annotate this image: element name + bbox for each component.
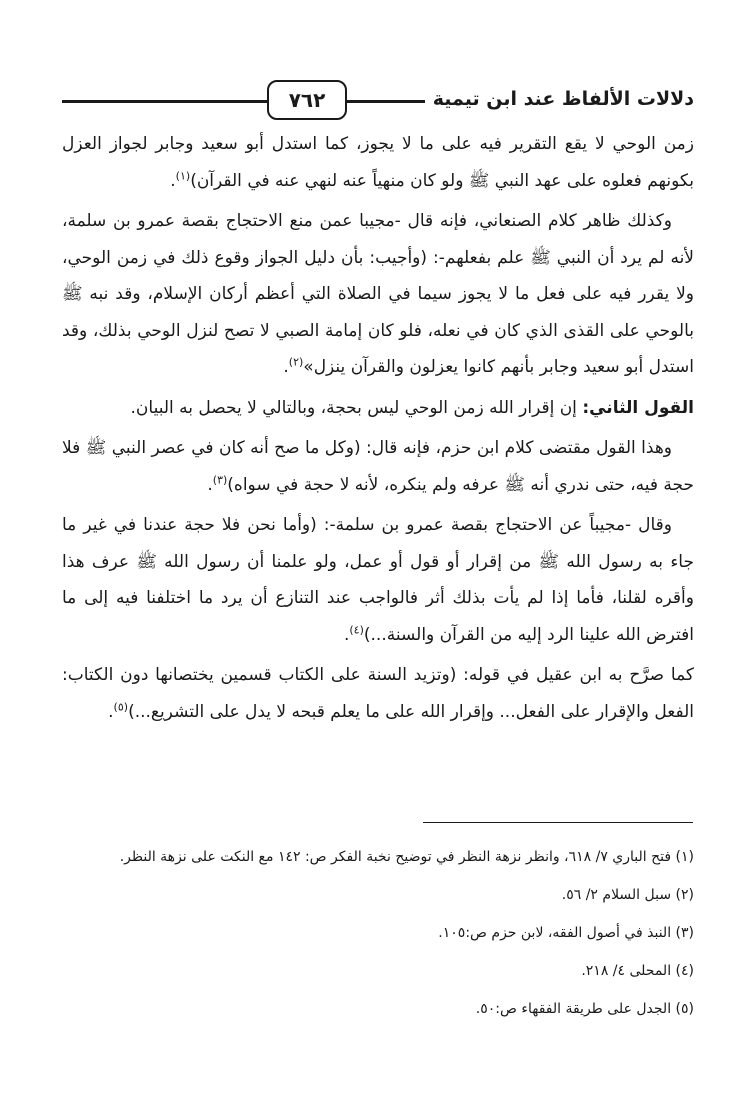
paragraph (62, 390, 694, 427)
footnote: (١) فتح الباري ٧/ ٦١٨، وانظر نزهة النظر في توضيح نخبة الفكر ص: ١٤٢ مع النكت على نزهة النظر. (119, 849, 694, 865)
paragraph-end: . (170, 170, 176, 191)
paragraph-text: زمن الوحي لا يقع التقرير فيه على ما لا يجوز، كما استدل أبو سعيد وجابر لجواز العزل بكونهم فعلوه على عهد النبي ﷺ ولو كان منهياً عنه لنهي عنه في القرآن) (62, 134, 694, 191)
footnote: (٣) النبذ في أصول الفقه، لابن حزم ص:١٠٥. (438, 925, 694, 941)
paragraph (62, 657, 694, 730)
paragraph (62, 203, 694, 386)
main-text (62, 126, 694, 730)
paragraph-text: كما صرَّح به ابن عقيل في قوله: (وتزيد السنة على الكتاب قسمين يختصانها دون الكتاب: الفعل والإقرار على الفعل... وإقرار الله على ما يعلم قبحه لا يدل على التشريع...) (62, 665, 694, 722)
paragraph-text: وهذا القول مقتضى كلام ابن حزم، فإنه قال: (وكل ما صح أنه كان في عصر النبي ﷺ فلا حجة فيه، حتى ندري أنه ﷺ عرفه ولم ينكره، لأنه لا حجة في سواه) (62, 438, 694, 495)
footnote: (٥) الجدل على طريقة الفقهاء ص:٥٠. (475, 1001, 694, 1017)
section-lead: القول الثاني: (582, 397, 694, 418)
footnote-marker: (٤) (349, 622, 364, 636)
paragraph-end: . (108, 701, 114, 722)
paragraph-text: إن إقرار الله زمن الوحي ليس بحجة، وبالتالي لا يحصل به البيان. (130, 397, 583, 418)
page-number: ٧٦٢ (288, 88, 326, 112)
footnote-marker: (١) (175, 168, 191, 182)
paragraph-text: وقال -مجيباً عن الاحتجاج بقصة عمرو بن سلمة-: (وأما نحن فلا حجة عندنا في غير ما جاء به رسول الله ﷺ من إقرار أو قول أو عمل، ولو علمنا أن رسول الله ﷺ عرف هذا وأقره لقلنا، فأما إذا لم يأت بذلك أثر فالواجب عند التنازع أن يرد ما اختلفنا فيه إلى ما افترض الله علينا الرد إليه من القرآن والسنة...) (62, 515, 694, 645)
paragraph (62, 126, 694, 199)
footnotes (62, 838, 694, 1028)
book-title: دلالات الألفاظ عند ابن تيمية (425, 84, 694, 114)
footnote-marker: (٥) (113, 699, 129, 713)
paragraph-end: . (343, 624, 350, 645)
footnote-marker: (٣) (212, 472, 228, 486)
page-number-box (267, 80, 347, 120)
footnote: (٤) المحلى ٤/ ٢١٨. (581, 963, 694, 979)
footnote-marker: (٢) (288, 355, 304, 369)
footnote-separator (423, 822, 693, 823)
paragraph (62, 507, 694, 653)
paragraph (62, 430, 694, 503)
footnote: (٢) سبل السلام ٢/ ٥٦. (561, 887, 694, 903)
paragraph-text: وكذلك ظاهر كلام الصنعاني، فإنه قال -مجيبا عمن منع الاحتجاج بقصة عمرو بن سلمة، لأنه لم يرد أن النبي ﷺ علم بفعلهم-: (وأجيب: بأن دليل الجواز وقوع ذلك في زمن الوحي، ولا يقرر فيه على فعل ما لا يجوز سيما في الصلاة التي أعظم أركان الإسلام، وقد نبه ﷺ بالوحي على القذى الذي كان في نعله، فلو كان إمامة الصبي لا تصح لنزل الوحي بذلك، وقد استدل أبو سعيد وجابر بأنهم كانوا يعزلون والقرآن ينزل» (62, 211, 694, 377)
paragraph-end: . (283, 357, 289, 377)
running-header (62, 80, 694, 122)
paragraph-end: . (207, 474, 213, 495)
